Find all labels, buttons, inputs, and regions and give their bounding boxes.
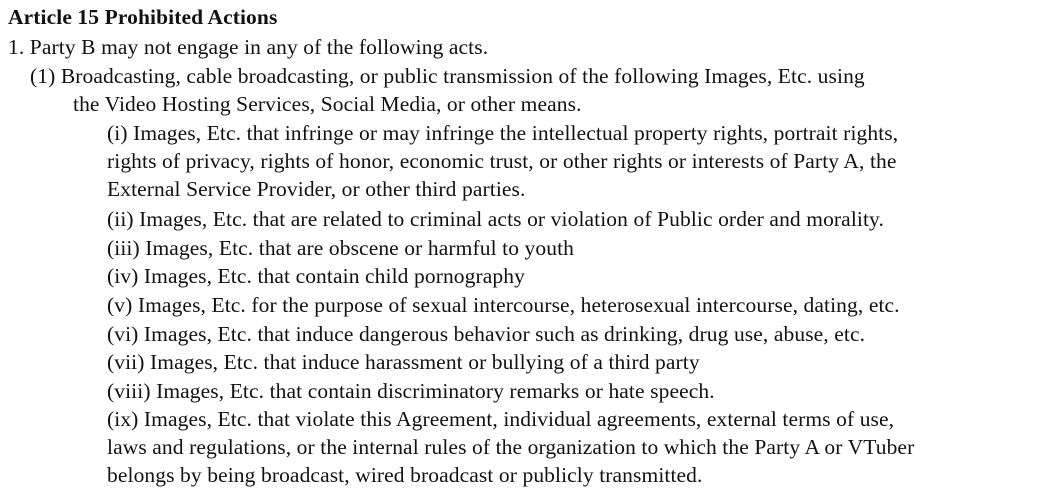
item-viii: (viii) Images, Etc. that contain discriminatory remarks or hate speech. bbox=[107, 379, 715, 403]
item-ix-line-1: (ix) Images, Etc. that violate this Agreement, individual agreements, external terms of use, bbox=[107, 407, 895, 431]
clause-1-text: 1. Party B may not engage in any of the following acts. bbox=[8, 35, 489, 59]
item-i-line-2: rights of privacy, rights of honor, economic trust, or other rights or interests of Party A, the bbox=[107, 149, 897, 173]
subclause-1-line-2: the Video Hosting Services, Social Media, or other means. bbox=[73, 92, 582, 116]
item-ii: (ii) Images, Etc. that are related to criminal acts or violation of Public order and morality. bbox=[107, 207, 884, 231]
article-heading: Article 15 Prohibited Actions bbox=[8, 5, 278, 29]
item-ix-line-2: laws and regulations, or the internal rules of the organization to which the Party A or VTuber bbox=[107, 435, 915, 459]
item-i-line-1: (i) Images, Etc. that infringe or may infringe the intellectual property rights, portrait rights, bbox=[107, 121, 899, 145]
item-v: (v) Images, Etc. for the purpose of sexual intercourse, heterosexual intercourse, dating, etc. bbox=[107, 293, 900, 317]
item-i-line-3: External Service Provider, or other third parties. bbox=[107, 177, 526, 201]
item-iii: (iii) Images, Etc. that are obscene or harmful to youth bbox=[107, 236, 574, 260]
item-ix-line-3: belongs by being broadcast, wired broadcast or publicly transmitted. bbox=[107, 463, 703, 487]
item-vii: (vii) Images, Etc. that induce harassment or bullying of a third party bbox=[107, 350, 700, 374]
item-vi: (vi) Images, Etc. that induce dangerous behavior such as drinking, drug use, abuse, etc. bbox=[107, 322, 866, 346]
item-iv: (iv) Images, Etc. that contain child pornography bbox=[107, 264, 525, 288]
subclause-1-line-1: (1) Broadcasting, cable broadcasting, or public transmission of the following Images, Etc. using bbox=[30, 64, 865, 88]
